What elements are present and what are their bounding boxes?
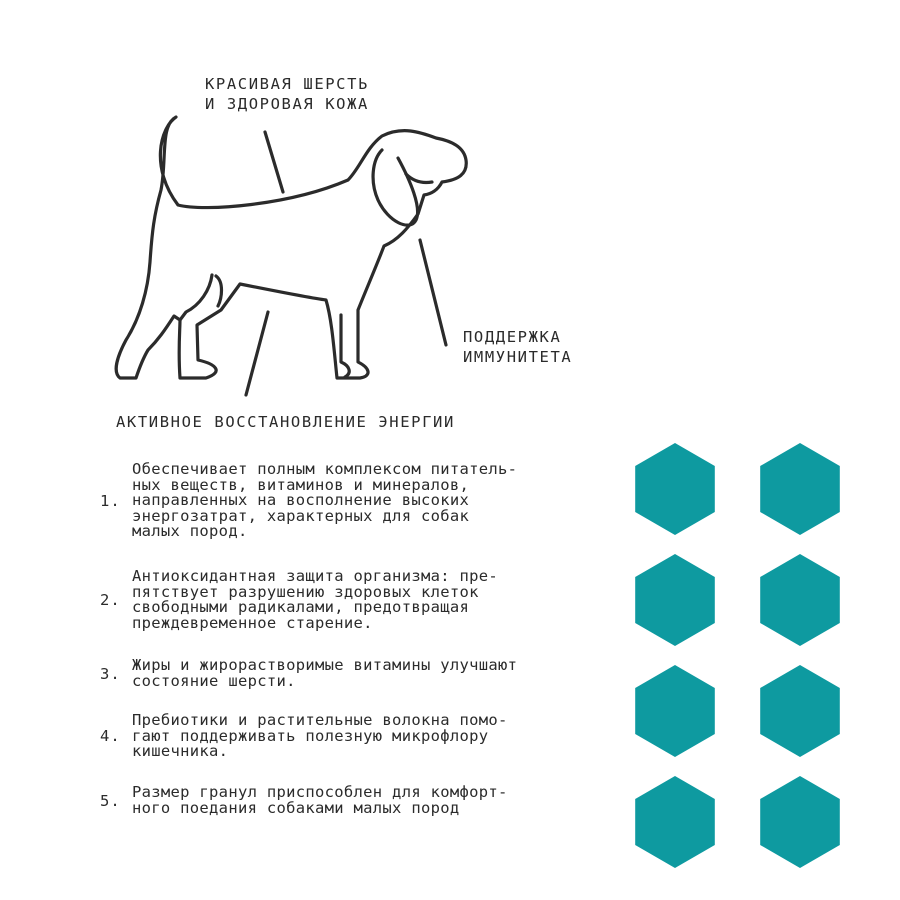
callout-fur: КРАСИВАЯ ШЕРСТЬ И ЗДОРОВАЯ КОЖА [205, 75, 369, 113]
benefit-text: Жиры и жирорастворимые витамины улучшают состояние шерсти. [132, 656, 518, 690]
callout-immunity: ПОДДЕРЖКА ИММУНИТЕТА [463, 328, 573, 366]
benefit-number: 5. [100, 791, 121, 810]
benefit-text: Пребиотики и растительные волокна помо- гают поддерживать полезную микрофлору кишечника. [132, 711, 508, 760]
hexagon-shape [760, 554, 840, 646]
benefit-text: Размер гранул приспособлен для комфорт- ного поедания собаками малых пород [132, 783, 508, 817]
benefit-text: Антиоксидантная защита организма: пре- пятствует разрушению здоровых клеток свободными радикалами, предотвращая преждевременное старение. [132, 567, 499, 632]
benefit-number: 4. [100, 727, 121, 746]
hexagon-shape [635, 554, 715, 646]
hexagon-shape [635, 776, 715, 868]
benefit-number: 2. [100, 591, 121, 609]
benefit-number: 3. [100, 664, 121, 683]
hexagon-shape [635, 665, 715, 757]
hexagon-shape [760, 776, 840, 868]
hexagon-shape [635, 443, 715, 535]
hexagon-shape [760, 665, 840, 757]
hexagon-shape [760, 443, 840, 535]
benefit-number: 1. [100, 491, 121, 510]
callout-energy: АКТИВНОЕ ВОССТАНОВЛЕНИЕ ЭНЕРГИИ [116, 413, 455, 431]
benefit-text: Обеспечивает полным комплексом питатель- ных веществ, витаминов и минералов, направленных на восполнение высоких энергозатрат, характерных для собак малых пород. [132, 460, 518, 540]
